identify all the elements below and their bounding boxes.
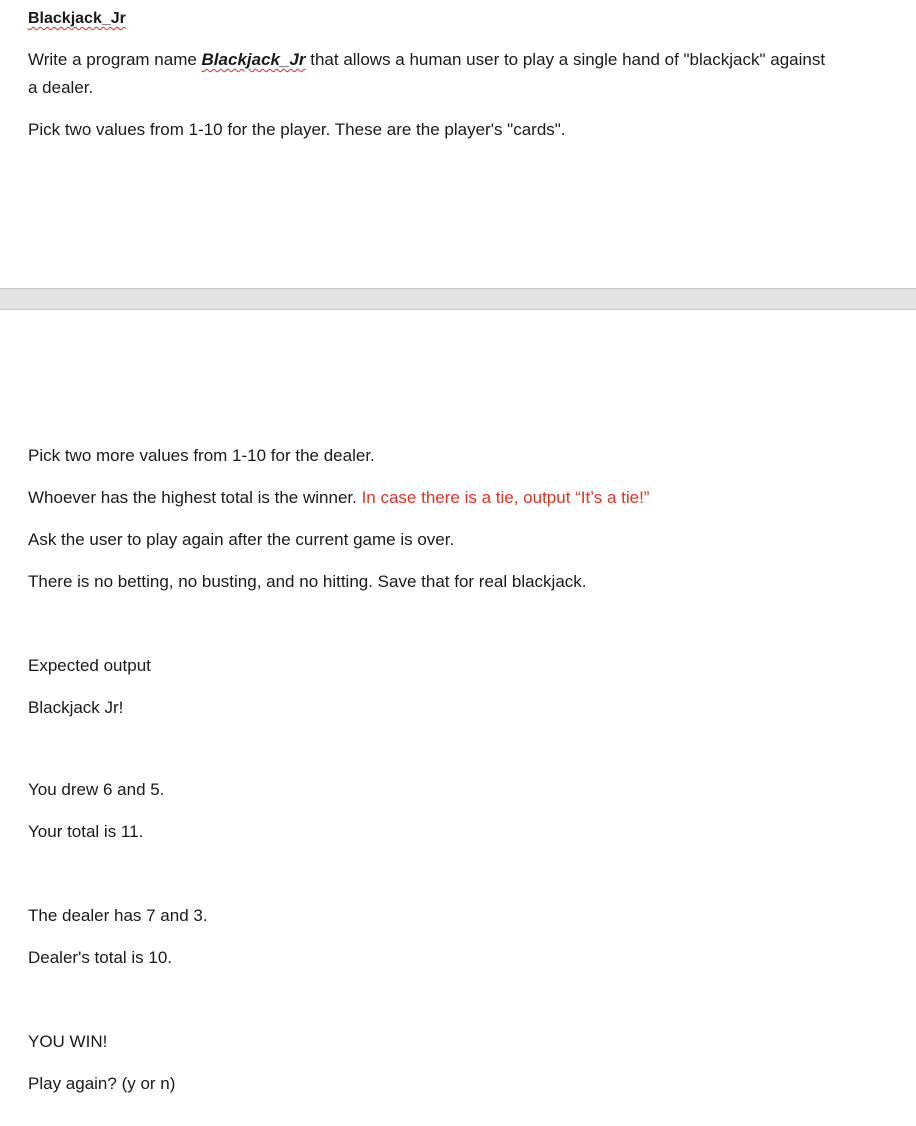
output-your-total: Your total is 11. — [28, 822, 144, 841]
output-result: YOU WIN! — [28, 1032, 108, 1051]
expected-output-heading: Expected output — [28, 656, 151, 675]
program-name: Blackjack_Jr — [201, 50, 306, 69]
winner-text: Whoever has the highest total is the winner. — [28, 488, 362, 507]
intro-text-2: that allows a human user to play a single hand of "blackjack" against — [305, 50, 826, 69]
intro-line-2: a dealer. — [28, 78, 94, 97]
document-title: Blackjack_Jr — [28, 10, 126, 27]
output-you-drew: You drew 6 and 5. — [28, 780, 165, 799]
page-break — [0, 288, 916, 310]
pick-player-paragraph: Pick two values from 1-10 for the player. These are the player's "cards". — [28, 120, 566, 139]
intro-line-1 — [28, 49, 825, 71]
intro-text-1: Write a program name — [28, 50, 202, 69]
output-dealer-total: Dealer's total is 10. — [28, 948, 173, 967]
winner-paragraph — [28, 487, 649, 509]
output-prompt: Play again? (y or n) — [28, 1074, 176, 1093]
output-dealer-has: The dealer has 7 and 3. — [28, 906, 208, 925]
tie-note: In case there is a tie, output “It’s a tie!” — [361, 488, 650, 507]
no-betting-paragraph: There is no betting, no busting, and no hitting. Save that for real blackjack. — [28, 572, 587, 591]
play-again-rule: Ask the user to play again after the current game is over. — [28, 530, 455, 549]
output-banner: Blackjack Jr! — [28, 698, 124, 717]
pick-dealer-paragraph: Pick two more values from 1-10 for the dealer. — [28, 446, 375, 465]
